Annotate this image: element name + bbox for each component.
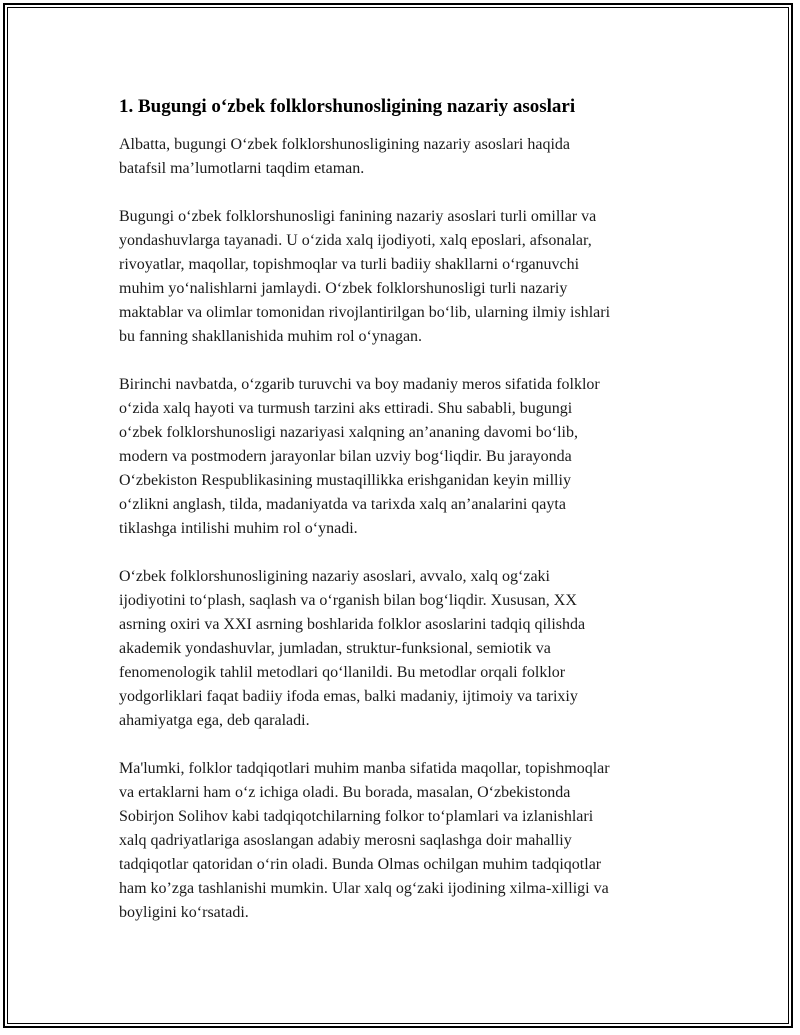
paragraph-3: [119, 373, 691, 541]
text-line: yodgorliklari faqat badiiy ifoda emas, balki madaniy, ijtimoiy va tarixiy: [119, 688, 578, 705]
section-heading: 1. Bugungi o‘zbek folklorshunosligining nazariy asoslari: [119, 96, 576, 117]
text-line: va ertaklarni ham o‘z ichiga oladi. Bu borada, masalan, O‘zbekistonda: [119, 784, 571, 801]
paragraph-1: [119, 133, 691, 181]
text-line: batafsil ma’lumotlarni taqdim etaman.: [119, 160, 365, 177]
text-line: Ma'lumki, folklor tadqiqotlari muhim manba sifatida maqollar, topishmoqlar: [119, 760, 610, 777]
paragraph-5: [119, 757, 691, 925]
text-line: Albatta, bugungi O‘zbek folklorshunosligining nazariy asoslari haqida: [119, 136, 571, 153]
text-line: fenomenologik tahlil metodlari qo‘llanildi. Bu metodlar orqali folklor: [119, 664, 566, 681]
document-page: [3, 3, 793, 1028]
text-line: o‘zida xalq hayoti va turmush tarzini aks ettiradi. Shu sababli, bugungi: [119, 400, 573, 417]
text-line: rivoyatlar, maqollar, topishmoqlar va turli badiiy shakllarni o‘rganuvchi: [119, 256, 580, 273]
text-line: ham ko’zga tashlanishi mumkin. Ular xalq og‘zaki ijodining xilma-xilligi va: [119, 880, 609, 897]
text-line: Sobirjon Solihov kabi tadqiqotchilarning folkor to‘plamlari va izlanishlari: [119, 808, 594, 825]
text-line: o‘zlikni anglash, tilda, madaniyatda va tarixda xalq an’analarini qayta: [119, 496, 566, 513]
text-line: bu fanning shakllanishida muhim rol o‘ynagan.: [119, 328, 423, 345]
text-line: xalq qadriyatlariga asoslangan adabiy merosni saqlashga doir mahalliy: [119, 832, 572, 849]
text-line: boyligini ko‘rsatadi.: [119, 904, 249, 921]
text-line: akademik yondashuvlar, jumladan, struktur-funksional, semiotik va: [119, 640, 551, 657]
text-line: O‘zbekiston Respublikasining mustaqillikka erishganidan keyin milliy: [119, 472, 571, 489]
text-line: tiklashga intilishi muhim rol o‘ynadi.: [119, 520, 358, 537]
text-line: modern va postmodern jarayonlar bilan uzviy bog‘liqdir. Bu jarayonda: [119, 448, 572, 465]
text-line: Bugungi o‘zbek folklorshunosligi fanining nazariy asoslari turli omillar va: [119, 208, 597, 225]
text-line: tadqiqotlar qatoridan o‘rin oladi. Bunda Olmas ochilgan muhim tadqiqotlar: [119, 856, 602, 873]
paragraph-2: [119, 205, 691, 349]
text-line: O‘zbek folklorshunosligining nazariy asoslari, avvalo, xalq og‘zaki: [119, 568, 550, 585]
text-line: ahamiyatga ega, deb qaraladi.: [119, 712, 310, 729]
text-line: muhim yo‘nalishlarni jamlaydi. O‘zbek folklorshunosligi turli nazariy: [119, 280, 568, 297]
document-body: [119, 95, 691, 949]
text-line: ijodiyotini to‘plash, saqlash va o‘rganish bilan bog‘liqdir. Xususan, XX: [119, 592, 577, 609]
text-line: yondashuvlarga tayanadi. U o‘zida xalq ijodiyoti, xalq eposlari, afsonalar,: [119, 232, 592, 249]
paragraph-4: [119, 565, 691, 733]
text-line: o‘zbek folklorshunosligi nazariyasi xalqning an’ananing davomi bo‘lib,: [119, 424, 578, 441]
text-line: asrning oxiri va XXI asrning boshlarida folklor asoslarini tadqiq qilishda: [119, 616, 586, 633]
text-line: maktablar va olimlar tomonidan rivojlantirilgan bo‘lib, ularning ilmiy ishlari: [119, 304, 611, 321]
text-line: Birinchi navbatda, o‘zgarib turuvchi va boy madaniy meros sifatida folklor: [119, 376, 600, 393]
